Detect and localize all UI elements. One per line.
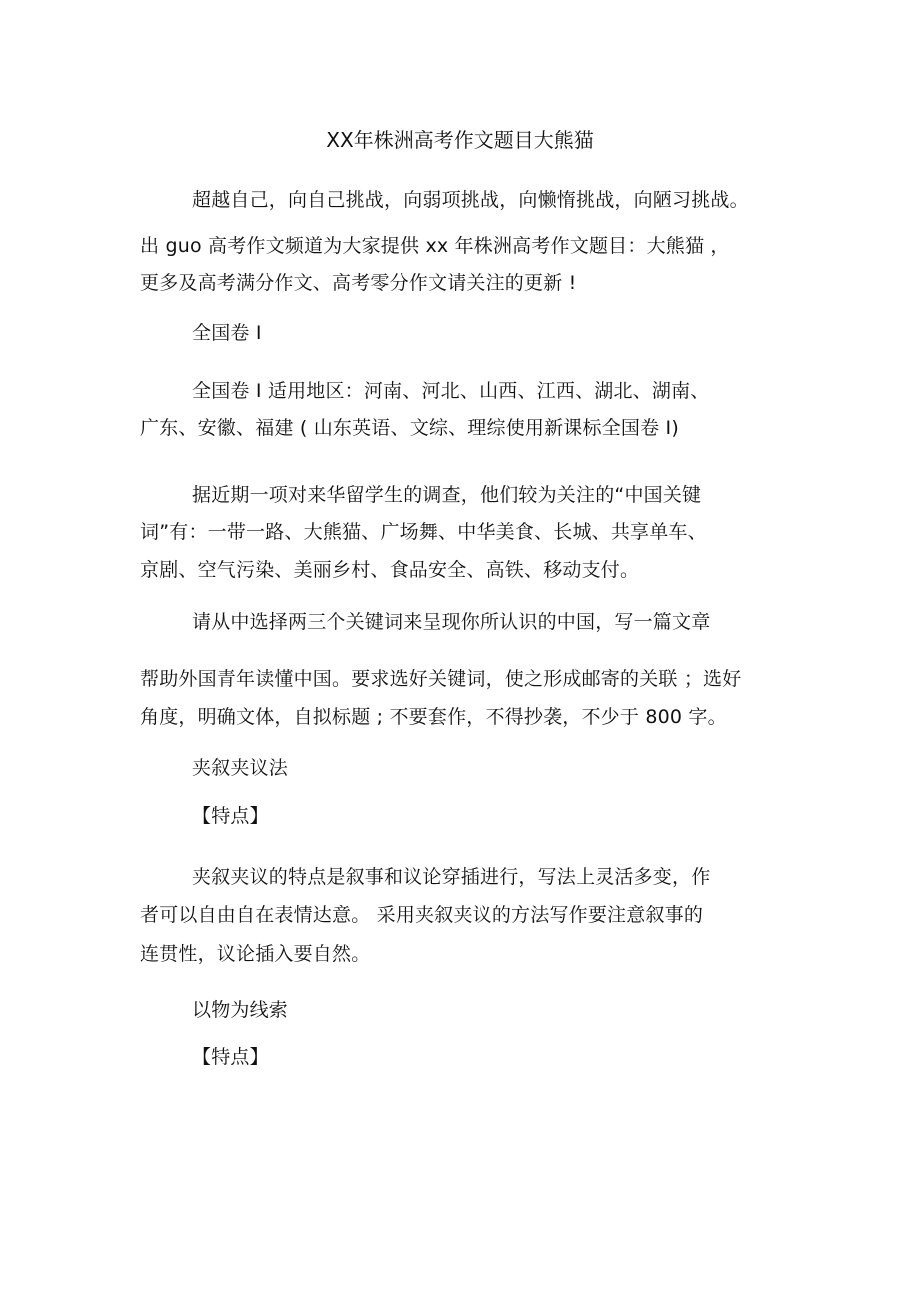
prompt-line-2: 词”有：一带一路、大熊猫、广场舞、中华美食、长城、共享单车、	[140, 521, 707, 543]
instruction-line-1: 请从中选择两三个关键词来呈现你所认识的中国，写一篇文章	[192, 611, 711, 633]
method1-line-2: 者可以自由自在表情达意。 采用夹叙夹议的方法写作要注意叙事的	[140, 904, 704, 926]
region-line-2: 广东、安徽、福建 ( 山东英语、文综、理综使用新课标全国卷 I)	[140, 417, 679, 439]
method1-heading: 夹叙夹议法	[192, 757, 289, 779]
prompt-line-3: 京剧、空气污染、美丽乡村、食品安全、高铁、移动支付。	[140, 559, 640, 581]
intro-line-3: 更多及高考满分作文、高考零分作文请关注的更新 !	[140, 272, 577, 294]
instruction-line-3: 角度，明确文体，自拟标题 ; 不要套作，不得抄袭，不少于 800 字。	[140, 706, 727, 728]
intro-line-2: 出 guo 高考作文频道为大家提供 xx 年株洲高考作文题目：大熊猫 ，	[140, 235, 730, 257]
intro-line-1: 超越自己，向自己挑战，向弱项挑战，向懒惰挑战，向陋习挑战。	[192, 189, 749, 211]
instruction-line-2: 帮助外国青年读懂中国。要求选好关键词，使之形成邮寄的关联 ；选好	[140, 668, 742, 690]
prompt-line-1: 据近期一项对来华留学生的调查，他们较为关注的“中国关键	[192, 484, 702, 506]
method1-feature-label: 【特点】	[192, 805, 269, 827]
document-title: XX年株洲高考作文题目大熊猫	[326, 128, 594, 152]
method1-line-3: 连贯性，议论插入要自然。	[140, 943, 371, 965]
method2-heading: 以物为线索	[192, 999, 289, 1021]
method2-feature-label: 【特点】	[192, 1046, 269, 1068]
section-heading: 全国卷 I	[192, 322, 262, 344]
method1-line-1: 夹叙夹议的特点是叙事和议论穿插进行，写法上灵活多变，作	[192, 866, 711, 888]
region-line-1: 全国卷 I 适用地区：河南、河北、山西、江西、湖北、湖南、	[192, 380, 710, 402]
